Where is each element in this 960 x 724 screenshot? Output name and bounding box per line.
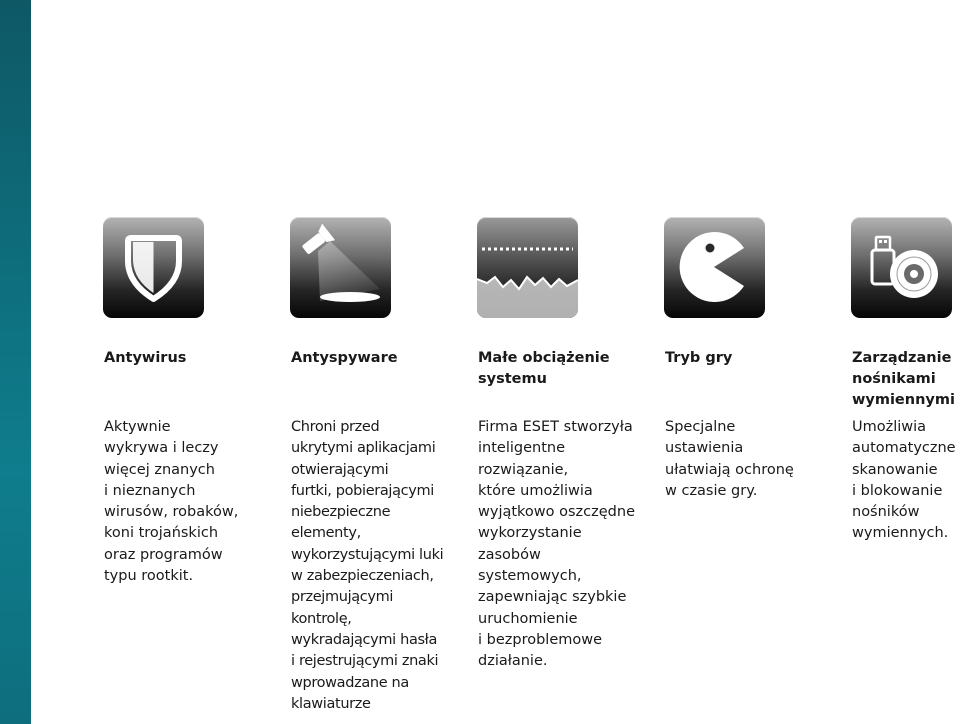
side-accent-bar [0,0,31,724]
feature-description: Firma ESET stworzyła inteligentne rozwiązanie, które umożliwia wyjątkowo oszczędne wykorzystanie zasobów systemowych, zapewniając szybkie uruchomienie i bezproblemowe działanie. [478,419,635,670]
feature-description: Umożliwia automatyczne skanowanie i blokowanie nośników wymiennych. [852,419,956,542]
feature-description: Specjalne ustawienia ułatwiają ochronę w czasie gry. [665,419,794,499]
feature-game-mode [664,217,814,499]
pacman-icon [664,217,765,318]
feature-antivirus [103,217,253,585]
removable-media-icon [851,217,952,318]
shield-icon [103,217,204,318]
feature-title: Tryb gry [665,350,733,366]
feature-title: Antywirus [104,350,187,366]
feature-description: Chroni przed ukrytymi aplikacjami otwierającymi furtki, pobierającymi niebezpieczne elementy, wykorzystującymi luki w zabezpieczeniach, przejmującymi kontrolę, wykradającymi hasła i rejestrującymi znaki wprowadzane na klawiaturze [291,419,444,712]
feature-antispyware [290,217,444,712]
feature-low-system-load [477,217,635,670]
system-load-icon [477,217,578,318]
feature-title: Małe obciążenie systemu [478,350,610,387]
feature-title: Zarządzanie nośnikami wymiennymi [852,350,955,408]
flashlight-icon [290,217,391,318]
feature-removable-media [851,217,960,542]
feature-description: Aktywnie wykrywa i leczy więcej znanych i nieznanych wirusów, robaków, koni trojańskich oraz programów typu rootkit. [104,419,239,585]
feature-title: Antyspyware [291,350,398,366]
